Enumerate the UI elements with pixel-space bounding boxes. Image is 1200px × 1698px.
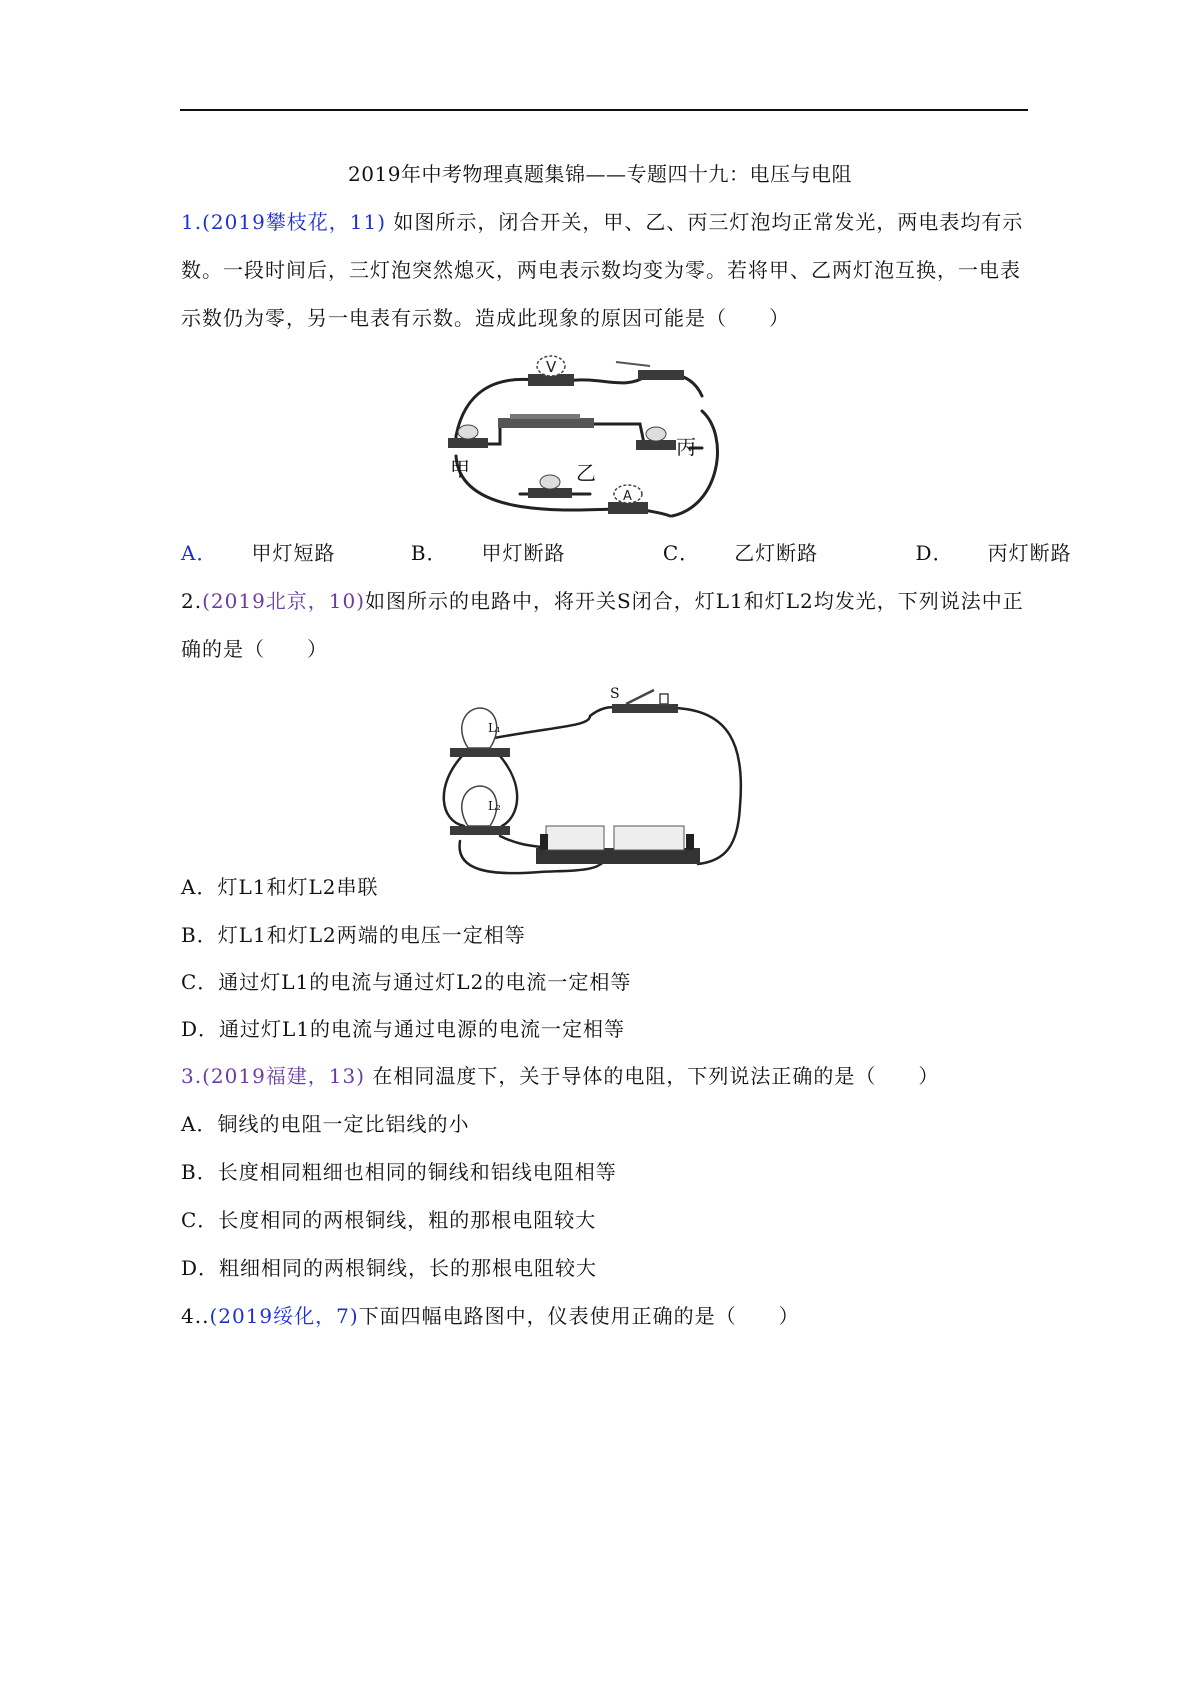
- q1-option-a: [181, 541, 369, 565]
- q2-option-b: B．灯L1和灯L2两端的电压一定相等: [181, 923, 526, 947]
- q1-option-c: [663, 541, 852, 565]
- q1-number: 1.: [181, 210, 203, 234]
- lamp-l2-label: L₂: [488, 799, 501, 813]
- q1-option-a-letter: A．: [181, 541, 218, 565]
- q4-number: 4..: [181, 1304, 210, 1328]
- lamp-l1-label: L₁: [488, 721, 501, 735]
- header-rule: [180, 109, 1028, 111]
- q3-source: (2019福建，13): [202, 1064, 366, 1088]
- q1-circuit-figure: [440, 336, 740, 532]
- q1-text-2: 数。一段时间后，三灯泡突然熄灭，两电表示数均变为零。若将甲、乙两灯泡互换，一电表: [181, 258, 1021, 282]
- q3-option-a: A．铜线的电阻一定比铝线的小: [181, 1112, 470, 1136]
- q2-text-1: 如图所示的电路中，将开关S闭合，灯L1和灯L2均发光，下列说法中正: [365, 589, 1024, 613]
- lamp-jia-label: 甲: [450, 457, 470, 481]
- q4-text-1: 下面四幅电路图中，仪表使用正确的是（ ）: [358, 1304, 800, 1328]
- q1-option-c-letter: C．: [662, 541, 701, 565]
- q1-option-c-text: 乙灯断路: [734, 541, 819, 565]
- q1-option-b: [411, 541, 600, 565]
- q2-number: 2.: [181, 589, 203, 613]
- q4-line1: [181, 1300, 800, 1329]
- q2-option-a: A．灯L1和灯L2串联: [181, 875, 379, 899]
- page-title: 2019年中考物理真题集锦——专题四十九：电压与电阻: [348, 162, 852, 186]
- switch-s-label: S: [610, 686, 620, 702]
- voltmeter-label: V: [546, 358, 557, 376]
- lamp-bing-label: 丙: [676, 435, 696, 459]
- q2-circuit-figure: [440, 686, 760, 886]
- q2-option-d: D．通过灯L1的电流与通过电源的电流一定相等: [181, 1017, 626, 1041]
- q1-option-d-text: 丙灯断路: [987, 541, 1072, 565]
- q3-text-1: 在相同温度下，关于导体的电阻，下列说法正确的是（ ）: [372, 1064, 940, 1088]
- q3-option-d: D．粗细相同的两根铜线，长的那根电阻较大: [181, 1256, 598, 1280]
- q1-option-d-letter: D．: [915, 541, 954, 565]
- q2-option-c: C．通过灯L1的电流与通过灯L2的电流一定相等: [181, 970, 632, 994]
- q1-option-b-letter: B．: [410, 541, 448, 565]
- ammeter-label: A: [623, 489, 632, 504]
- q2-source: (2019北京，10): [202, 589, 366, 613]
- q1-option-a-text: 甲灯短路: [251, 541, 336, 565]
- q1-text-3: 示数仍为零，另一电表有示数。造成此现象的原因可能是（ ）: [181, 306, 790, 330]
- q3-option-c: C．长度相同的两根铜线，粗的那根电阻较大: [181, 1208, 597, 1232]
- q3-line1: [181, 1060, 939, 1089]
- q2-text-2: 确的是（ ）: [181, 637, 328, 661]
- q3-number: 3.: [181, 1064, 203, 1088]
- q1-option-d: [916, 541, 1106, 565]
- lamp-yi-label: 乙: [576, 461, 596, 485]
- q4-source: (2019绥化，7): [209, 1304, 359, 1328]
- q1-option-b-text: 甲灯断路: [481, 541, 566, 565]
- q3-option-b: B．长度相同粗细也相同的铜线和铝线电阻相等: [181, 1160, 617, 1184]
- q2-line1: [181, 585, 1024, 614]
- q1-source: (2019攀枝花，11): [202, 210, 387, 234]
- q1-text-1: 如图所示，闭合开关，甲、乙、丙三灯泡均正常发光，两电表均有示: [393, 210, 1024, 234]
- q1-options: [181, 537, 1140, 566]
- q1-line1: [181, 206, 1023, 235]
